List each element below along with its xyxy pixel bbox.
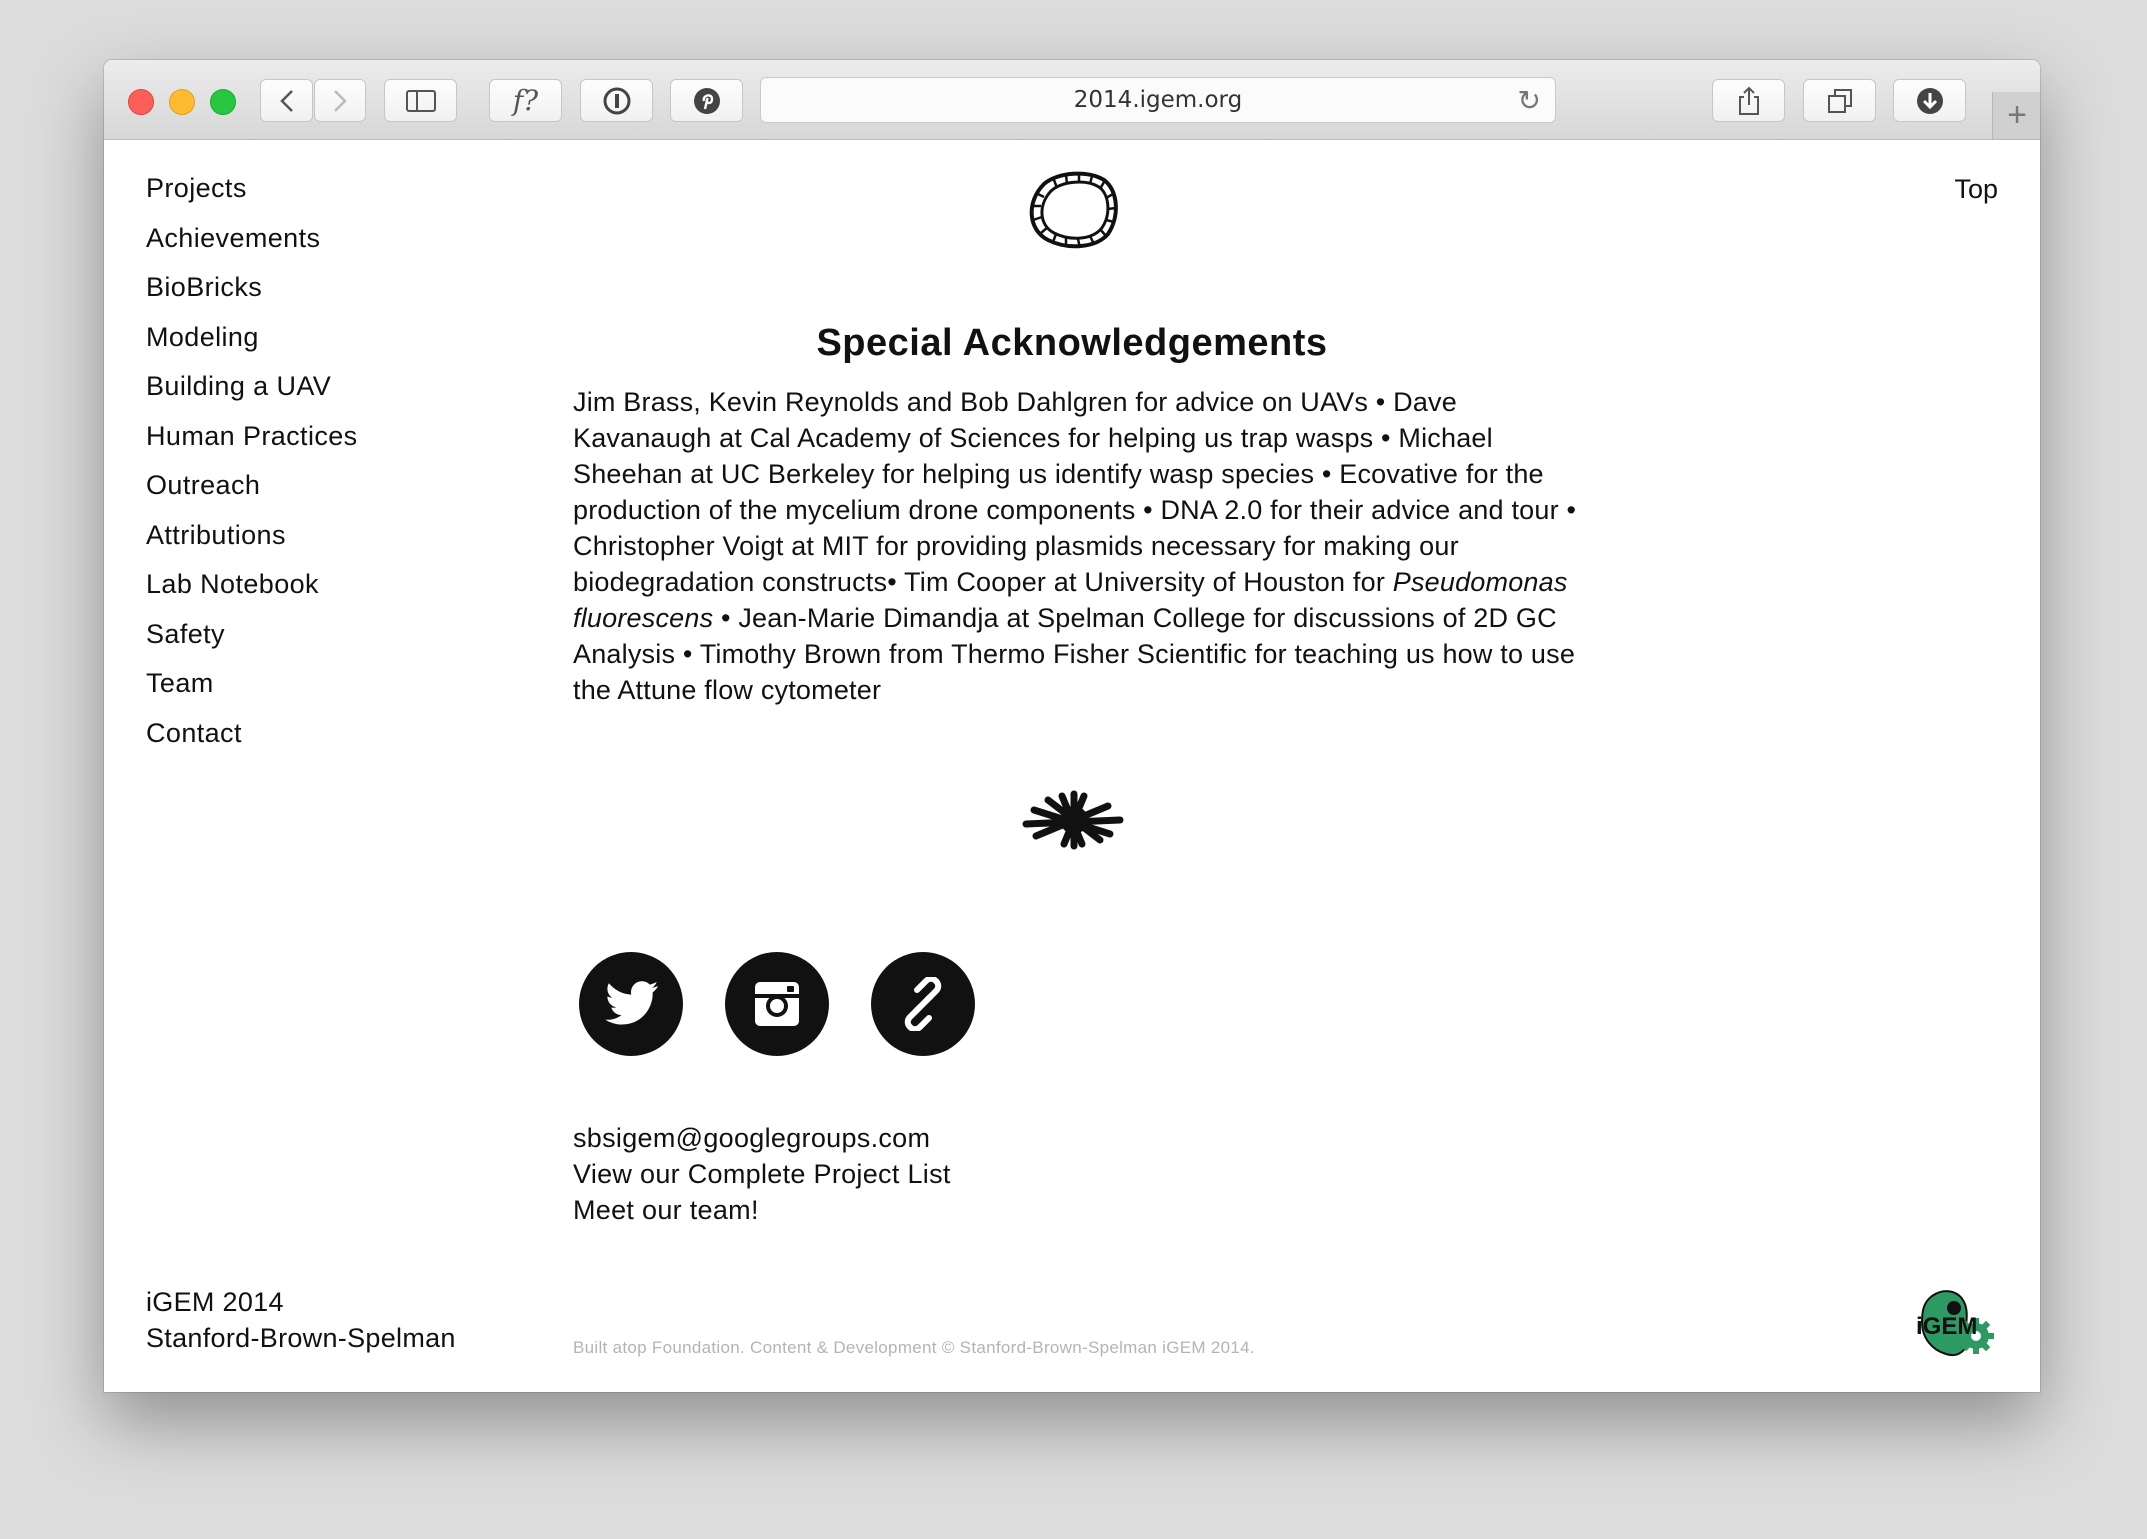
close-window-button[interactable] xyxy=(128,89,154,115)
nav-item-achievements[interactable]: Achievements xyxy=(146,222,321,253)
splat-icon xyxy=(1022,790,1126,850)
browser-window xyxy=(104,60,2040,1392)
copyright-text: Built atop Foundation. Content & Development © Stanford-Brown-Spelman iGEM 2014. xyxy=(573,1338,1255,1357)
nav-item-human-practices[interactable]: Human Practices xyxy=(146,420,358,451)
igem-logo-text: iGEM xyxy=(1916,1313,1978,1340)
minimize-window-button[interactable] xyxy=(169,89,195,115)
team-brand xyxy=(146,1284,456,1356)
footer-links xyxy=(573,1120,951,1228)
nav-item-contact[interactable]: Contact xyxy=(146,717,242,748)
social-links xyxy=(579,952,975,1056)
share-icon xyxy=(1737,86,1761,116)
nav-item-lab-notebook[interactable]: Lab Notebook xyxy=(146,569,319,599)
nav-item-modeling[interactable]: Modeling xyxy=(146,321,259,352)
project-list-link[interactable]: View our Complete Project List xyxy=(573,1159,951,1189)
acknowledgements-text-part1: Jim Brass, Kevin Reynolds and Bob Dahlgren for advice on UAVs • Dave Kavanaugh at Cal Academy of Sciences for helping us trap wasps • Michael Sheehan at UC Berkeley for helping us identify wasp species • Ecovative for the production of the mycelium drone components • DNA 2.0 for their advice and tour • Christopher Voigt at MIT for providing plasmids necessary for making our biodegradation constructs• Tim Cooper at University of Houston for xyxy=(573,387,1577,597)
downloads-icon xyxy=(1915,86,1945,116)
igem-logo[interactable] xyxy=(1914,1288,2004,1360)
browser-toolbar xyxy=(104,60,2040,140)
pinterest-button[interactable] xyxy=(670,79,743,122)
email-link[interactable]: sbsigem@googlegroups.com xyxy=(573,1123,931,1153)
nav-item-biobricks[interactable]: BioBricks xyxy=(146,272,263,302)
1password-button[interactable] xyxy=(580,79,653,122)
twitter-button[interactable] xyxy=(579,952,683,1056)
reload-icon[interactable]: ↻ xyxy=(1517,84,1541,117)
tabs-icon xyxy=(1827,88,1853,114)
meet-team-link[interactable]: Meet our team! xyxy=(573,1195,759,1225)
font-lookup-button[interactable] xyxy=(489,79,562,122)
cell-outline-icon xyxy=(1024,168,1120,250)
web-page xyxy=(104,140,2040,1392)
back-button[interactable] xyxy=(260,79,313,122)
share-button[interactable] xyxy=(1712,79,1785,122)
link-button[interactable] xyxy=(871,952,975,1056)
nav-item-projects[interactable]: Projects xyxy=(146,173,247,203)
brand-line-1: iGEM 2014 xyxy=(146,1287,284,1317)
top-link[interactable]: Top xyxy=(1954,174,1998,204)
page-heading: Special Acknowledgements xyxy=(816,322,1328,364)
back-icon xyxy=(280,89,294,113)
link-icon xyxy=(896,977,950,1031)
acknowledgements-italic-species: Pseudomonas fluorescens xyxy=(573,567,1568,633)
instagram-button[interactable] xyxy=(725,952,829,1056)
acknowledgements-text xyxy=(573,384,1583,708)
zoom-window-button[interactable] xyxy=(210,89,236,115)
instagram-icon xyxy=(753,980,801,1028)
nav-item-attributions[interactable]: Attributions xyxy=(146,519,286,550)
url-text: 2014.igem.org xyxy=(1073,87,1243,113)
address-bar[interactable] xyxy=(760,77,1556,123)
twitter-icon xyxy=(602,980,660,1028)
1password-icon xyxy=(602,86,632,116)
font-lookup-icon: f? xyxy=(512,84,539,117)
sidebar-icon xyxy=(406,90,436,112)
tabs-overview-button[interactable] xyxy=(1803,79,1876,122)
nav-item-safety[interactable]: Safety xyxy=(146,618,225,649)
downloads-button[interactable] xyxy=(1893,79,1966,122)
nav-item-building-a-uav[interactable]: Building a UAV xyxy=(146,371,332,401)
site-navigation xyxy=(146,174,358,768)
forward-icon xyxy=(333,89,347,113)
pinterest-icon xyxy=(692,86,722,116)
brand-line-2: Stanford-Brown-Spelman xyxy=(146,1323,456,1353)
acknowledgements-text-part2: • Jean-Marie Dimandja at Spelman College for discussions of 2D GC Analysis • Timothy Brown from Thermo Fisher Scientific for teaching us how to use the Attune flow cytometer xyxy=(573,603,1576,705)
sidebar-button[interactable] xyxy=(384,79,457,122)
nav-item-team[interactable]: Team xyxy=(146,668,214,698)
new-tab-button[interactable] xyxy=(1992,92,2040,139)
nav-item-outreach[interactable]: Outreach xyxy=(146,470,261,500)
forward-button[interactable] xyxy=(314,79,366,122)
new-tab-icon: + xyxy=(2007,96,2027,134)
